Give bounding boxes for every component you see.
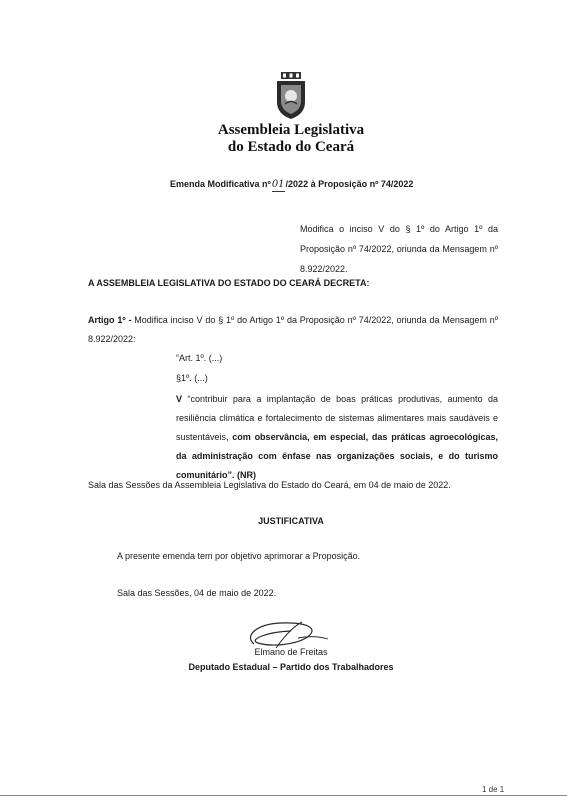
- justification-heading: JUSTIFICATIVA: [258, 516, 324, 526]
- footer-divider: [0, 795, 567, 796]
- article-text: Modifica inciso V do § 1º do Artigo 1º da Proposição nº 74/2022, oriunda da Mensagem nº 8.922/2022:: [88, 315, 498, 344]
- justification-text: A presente emenda tem por objetivo aprimorar a Proposição.: [117, 551, 361, 561]
- document-summary: Modifica o inciso V do § 1º do Artigo 1º da Proposição nº 74/2022, oriunda da Mensagem nº 8.922/2022.: [300, 224, 498, 274]
- quote-article-ref: “Art. 1º. (...): [176, 353, 223, 363]
- institution-name-line2: do Estado do Ceará: [227, 139, 355, 155]
- quote-item-v-text: “contribuir para a implantação de boas práticas produtivas, aumento da resiliência climática e fortalecimento de sistemas alimentares mais saudáveis e sustentáveis,: [176, 394, 498, 442]
- document-title: [170, 178, 470, 192]
- page-indicator: 1 de 1: [482, 785, 505, 794]
- title-prefix: Emenda Modificativa nº: [170, 179, 271, 189]
- quote-paragraph-ref: §1º. (...): [176, 373, 208, 383]
- decree-statement: A ASSEMBLEIA LEGISLATIVA DO ESTADO DO CEARÁ DECRETA:: [88, 278, 370, 288]
- session-location-date: Sala das Sessões da Assembleia Legislativa do Estado do Ceará, em 04 de maio de 2022.: [88, 480, 451, 490]
- quote-item-v-label: V: [176, 394, 183, 404]
- quote-item-v: [176, 390, 498, 485]
- title-suffix: /2022 à Proposição nº 74/2022: [285, 179, 414, 189]
- institution-name: [0, 122, 567, 156]
- quote-item-v-bold-text: com observância, em especial, das práticas agroecológicas, da administração com ênfase nas organizações sociais, e do turismo comunitário”. (NR): [176, 432, 498, 480]
- amendment-quote: [176, 350, 498, 485]
- article-label: Artigo 1º -: [88, 315, 132, 325]
- signer-role: Deputado Estadual – Partido dos Trabalhadores: [188, 662, 394, 672]
- institution-name-line1: Assembleia Legislativa: [217, 122, 365, 138]
- article-1: [88, 311, 498, 349]
- closing-place-date: Sala das Sessões, 04 de maio de 2022.: [117, 588, 277, 598]
- coat-of-arms-seal: [274, 72, 308, 120]
- signer-name: Elmano de Freitas: [254, 647, 328, 657]
- handwritten-number: 01: [271, 179, 285, 190]
